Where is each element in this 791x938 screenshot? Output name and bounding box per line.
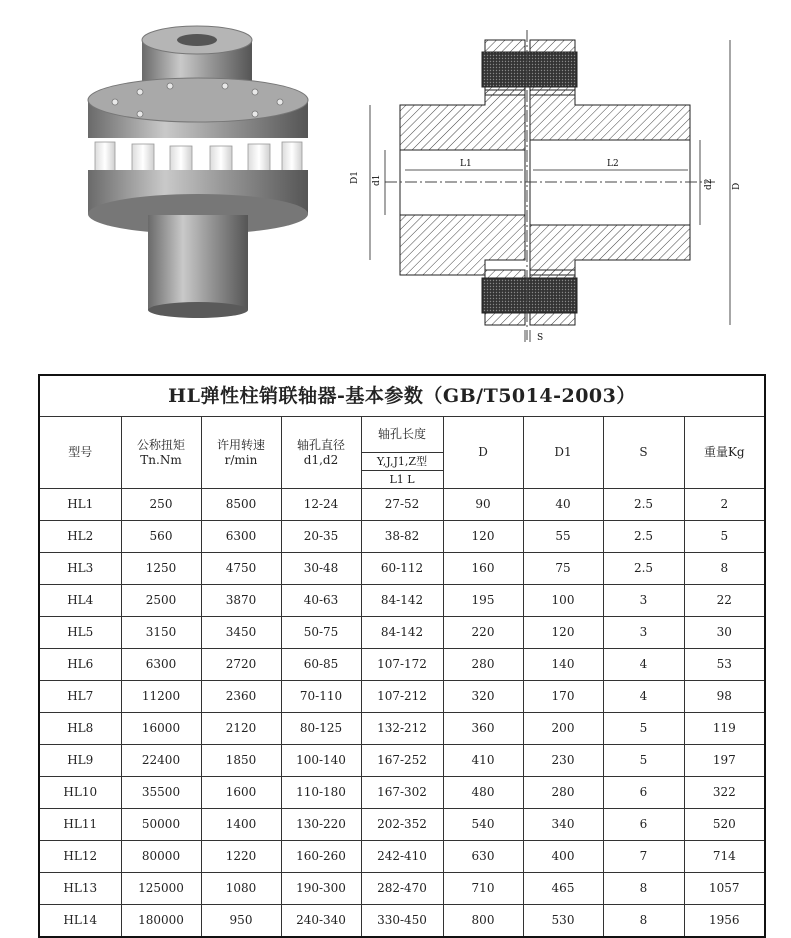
label-L1: L1: [460, 159, 472, 169]
cell-D: 220: [443, 617, 523, 649]
cell-torque: 560: [121, 521, 201, 553]
cell-speed: 8500: [201, 489, 281, 521]
cell-bore: 110-180: [281, 777, 361, 809]
cell-weight: 98: [684, 681, 765, 713]
cell-D1: 75: [523, 553, 603, 585]
cell-bore: 80-125: [281, 713, 361, 745]
cell-bore: 160-260: [281, 841, 361, 873]
cell-torque: 125000: [121, 873, 201, 905]
cell-model: HL7: [39, 681, 121, 713]
cell-S: 8: [603, 905, 684, 938]
cell-torque: 1250: [121, 553, 201, 585]
table-row: [39, 873, 765, 905]
cell-torque: 11200: [121, 681, 201, 713]
cell-D: 710: [443, 873, 523, 905]
cell-bore: 50-75: [281, 617, 361, 649]
cell-bore: 190-300: [281, 873, 361, 905]
cell-model: HL11: [39, 809, 121, 841]
header-bore-unit: d1,d2: [303, 452, 339, 467]
cell-weight: 322: [684, 777, 765, 809]
cell-S: 2.5: [603, 521, 684, 553]
table-row: [39, 585, 765, 617]
cell-speed: 2360: [201, 681, 281, 713]
table-row: [39, 777, 765, 809]
cell-bore: 130-220: [281, 809, 361, 841]
table-row: [39, 809, 765, 841]
cell-weight: 1057: [684, 873, 765, 905]
cell-S: 4: [603, 649, 684, 681]
table-row: [39, 521, 765, 553]
cell-length: 107-172: [361, 649, 443, 681]
cell-length: 242-410: [361, 841, 443, 873]
cell-speed: 2720: [201, 649, 281, 681]
cell-D: 480: [443, 777, 523, 809]
cell-D: 630: [443, 841, 523, 873]
cell-speed: 4750: [201, 553, 281, 585]
cell-weight: 53: [684, 649, 765, 681]
cell-model: HL8: [39, 713, 121, 745]
product-illustration-area: [0, 0, 791, 370]
cell-length: 167-302: [361, 777, 443, 809]
header-torque-unit: Tn.Nm: [140, 452, 182, 467]
table-row: [39, 905, 765, 938]
cell-D1: 140: [523, 649, 603, 681]
cell-weight: 197: [684, 745, 765, 777]
header-speed-unit: r/min: [224, 452, 258, 467]
cell-model: HL10: [39, 777, 121, 809]
label-d1: d1: [372, 174, 382, 186]
cell-D: 195: [443, 585, 523, 617]
spec-table: [38, 374, 766, 938]
cell-bore: 40-63: [281, 585, 361, 617]
cell-bore: 30-48: [281, 553, 361, 585]
cell-model: HL6: [39, 649, 121, 681]
cell-D: 800: [443, 905, 523, 938]
header-model: 型号: [39, 417, 121, 489]
cell-length: 330-450: [361, 905, 443, 938]
cell-length: 202-352: [361, 809, 443, 841]
header-length-types: Y,J,J1,Z型: [361, 453, 443, 471]
header-D: D: [443, 417, 523, 489]
cell-D: 540: [443, 809, 523, 841]
cell-weight: 8: [684, 553, 765, 585]
cell-speed: 1220: [201, 841, 281, 873]
cell-S: 6: [603, 809, 684, 841]
cell-D1: 170: [523, 681, 603, 713]
table-row: [39, 841, 765, 873]
cell-D1: 40: [523, 489, 603, 521]
cell-speed: 6300: [201, 521, 281, 553]
cell-speed: 3870: [201, 585, 281, 617]
header-S: S: [603, 417, 684, 489]
cell-model: HL14: [39, 905, 121, 938]
cell-S: 5: [603, 713, 684, 745]
cell-bore: 20-35: [281, 521, 361, 553]
label-d2: d2: [704, 178, 714, 190]
cell-weight: 119: [684, 713, 765, 745]
cell-model: HL12: [39, 841, 121, 873]
cell-torque: 22400: [121, 745, 201, 777]
cell-speed: 1850: [201, 745, 281, 777]
cell-speed: 950: [201, 905, 281, 938]
cell-D1: 280: [523, 777, 603, 809]
cell-torque: 6300: [121, 649, 201, 681]
cell-speed: 2120: [201, 713, 281, 745]
cell-weight: 2: [684, 489, 765, 521]
cell-bore: 12-24: [281, 489, 361, 521]
cell-bore: 100-140: [281, 745, 361, 777]
cell-torque: 50000: [121, 809, 201, 841]
table-row: [39, 681, 765, 713]
cell-S: 4: [603, 681, 684, 713]
cell-bore: 60-85: [281, 649, 361, 681]
cell-D: 160: [443, 553, 523, 585]
header-length: 轴孔长度: [361, 417, 443, 453]
cell-model: HL1: [39, 489, 121, 521]
cell-torque: 180000: [121, 905, 201, 938]
label-D: D: [732, 182, 742, 190]
coupling-photo: [70, 20, 330, 320]
cell-weight: 30: [684, 617, 765, 649]
cell-weight: 520: [684, 809, 765, 841]
header-bore: [281, 417, 361, 489]
cell-bore: 70-110: [281, 681, 361, 713]
label-D1: D1: [350, 171, 360, 184]
header-torque: [121, 417, 201, 489]
cell-D: 120: [443, 521, 523, 553]
cell-S: 3: [603, 617, 684, 649]
cell-S: 3: [603, 585, 684, 617]
cell-model: HL2: [39, 521, 121, 553]
header-length-l1l: L1 L: [361, 471, 443, 489]
cell-D1: 340: [523, 809, 603, 841]
header-speed: [201, 417, 281, 489]
header-weight: 重量Kg: [684, 417, 765, 489]
cell-torque: 16000: [121, 713, 201, 745]
cell-D1: 55: [523, 521, 603, 553]
cell-bore: 240-340: [281, 905, 361, 938]
cell-D: 410: [443, 745, 523, 777]
cell-model: HL5: [39, 617, 121, 649]
cell-model: HL3: [39, 553, 121, 585]
header-torque-label: 公称扭矩: [136, 437, 185, 452]
cell-D1: 530: [523, 905, 603, 938]
cell-length: 84-142: [361, 617, 443, 649]
cell-D1: 400: [523, 841, 603, 873]
cell-model: HL9: [39, 745, 121, 777]
cell-S: 2.5: [603, 553, 684, 585]
cell-D: 320: [443, 681, 523, 713]
header-D1: D1: [523, 417, 603, 489]
cell-D1: 120: [523, 617, 603, 649]
cell-length: 84-142: [361, 585, 443, 617]
cell-S: 2.5: [603, 489, 684, 521]
cell-speed: 1600: [201, 777, 281, 809]
table-row: [39, 713, 765, 745]
cell-model: HL13: [39, 873, 121, 905]
cell-weight: 22: [684, 585, 765, 617]
cell-torque: 80000: [121, 841, 201, 873]
cell-S: 8: [603, 873, 684, 905]
cell-model: HL4: [39, 585, 121, 617]
cell-torque: 35500: [121, 777, 201, 809]
cell-weight: 5: [684, 521, 765, 553]
cell-weight: 1956: [684, 905, 765, 938]
cell-S: 6: [603, 777, 684, 809]
cell-length: 60-112: [361, 553, 443, 585]
cell-D1: 230: [523, 745, 603, 777]
cell-S: 5: [603, 745, 684, 777]
cell-torque: 2500: [121, 585, 201, 617]
label-S: S: [537, 333, 544, 343]
cell-speed: 3450: [201, 617, 281, 649]
cell-length: 38-82: [361, 521, 443, 553]
table-row: [39, 649, 765, 681]
cell-D: 90: [443, 489, 523, 521]
cell-speed: 1400: [201, 809, 281, 841]
cell-length: 282-470: [361, 873, 443, 905]
table-row: [39, 553, 765, 585]
cell-D: 360: [443, 713, 523, 745]
cell-S: 7: [603, 841, 684, 873]
table-row: [39, 745, 765, 777]
cell-D1: 465: [523, 873, 603, 905]
coupling-section-drawing: [345, 30, 765, 350]
cell-torque: 3150: [121, 617, 201, 649]
cell-D: 280: [443, 649, 523, 681]
cell-torque: 250: [121, 489, 201, 521]
table-row: [39, 617, 765, 649]
header-bore-label: 轴孔直径: [296, 437, 345, 452]
cell-weight: 714: [684, 841, 765, 873]
cell-D1: 100: [523, 585, 603, 617]
cell-length: 132-212: [361, 713, 443, 745]
cell-length: 107-212: [361, 681, 443, 713]
table-row: [39, 489, 765, 521]
cell-length: 167-252: [361, 745, 443, 777]
header-speed-label: 许用转速: [216, 437, 265, 452]
table-title: HL弹性柱销联轴器-基本参数（GB/T5014-2003）: [39, 375, 765, 417]
cell-length: 27-52: [361, 489, 443, 521]
label-L2: L2: [607, 159, 619, 169]
cell-D1: 200: [523, 713, 603, 745]
cell-speed: 1080: [201, 873, 281, 905]
